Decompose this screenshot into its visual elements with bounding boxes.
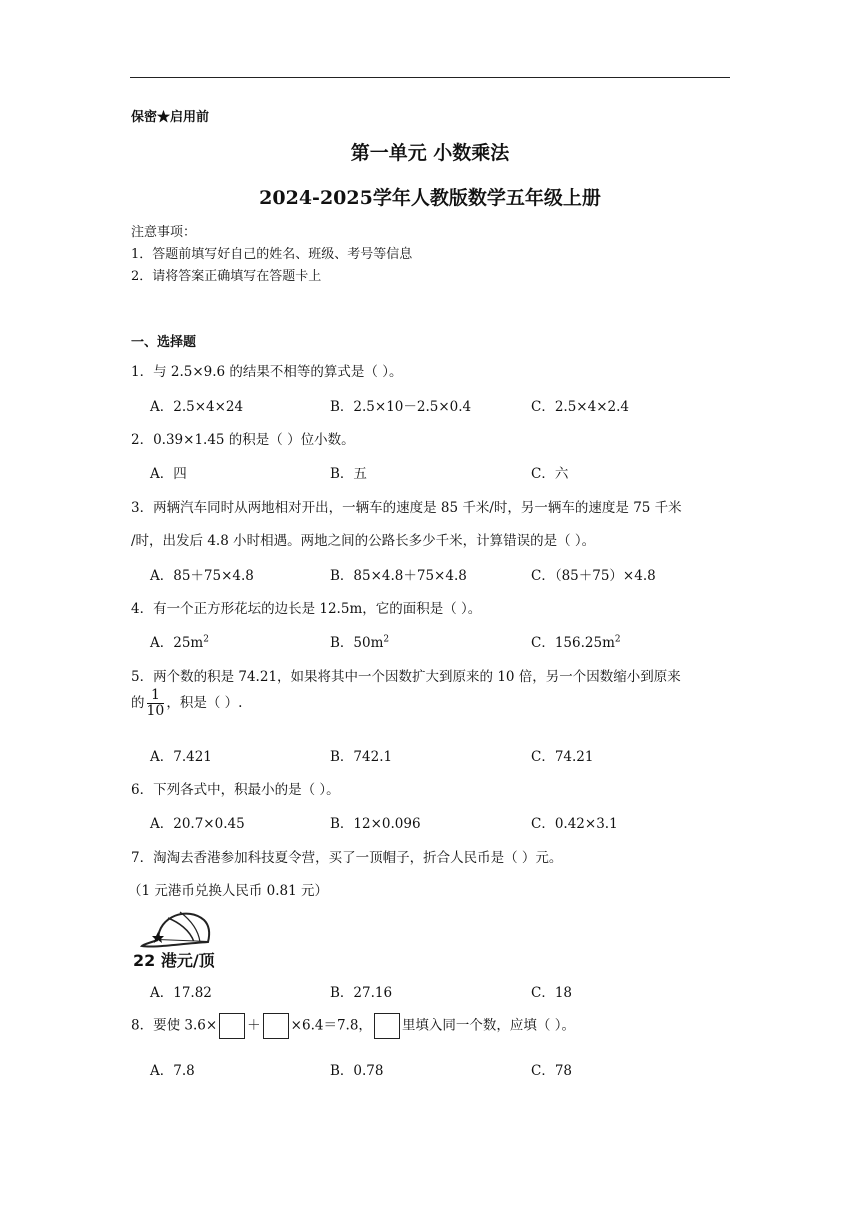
cap-price-label: 22 港元/顶 xyxy=(133,951,215,970)
header-rule xyxy=(130,77,730,78)
question-5-option-b: B．742.1 xyxy=(330,749,393,765)
question-5-option-a: A．7.421 xyxy=(150,749,212,765)
question-1-option-c: C．2.5×4×2.4 xyxy=(531,399,629,415)
option-text: A．25m xyxy=(150,635,204,651)
question-6-option-a: A．20.7×0.45 xyxy=(150,816,245,832)
question-7-option-c: C．18 xyxy=(531,985,573,1001)
question-3-stem-line1: 3．两辆汽车同时从两地相对开出，一辆车的速度是 85 千米/时，另一辆车的速度是 75 千米 xyxy=(131,500,682,516)
question-8-option-c: C．78 xyxy=(531,1063,573,1079)
question-4-option-c xyxy=(531,631,621,651)
question-3-option-c: C．（85＋75）×4.8 xyxy=(531,568,656,584)
question-7-stem: 7．淘淘去香港参加科技夏令营，买了一顶帽子，折合人民币是（ ）元。 xyxy=(131,850,563,866)
question-5-stem-line1: 5．两个数的积是 74.21，如果将其中一个因数扩大到原来的 10 倍，另一个因数缩小到原来 xyxy=(131,669,681,685)
confidential-label: 保密★启用前 xyxy=(131,110,210,125)
note-item: 2．请将答案正确填写在答题卡上 xyxy=(131,269,322,284)
question-7-option-b: B．27.16 xyxy=(330,985,393,1001)
question-4-stem: 4．有一个正方形花坛的边长是 12.5m，它的面积是（ ）。 xyxy=(131,601,482,617)
fraction xyxy=(147,688,165,719)
question-3-stem-line2: /时，出发后 4.8 小时相遇。两地之间的公路长多少千米，计算错误的是（ ）。 xyxy=(131,533,596,549)
question-7-option-a: A．17.82 xyxy=(150,985,212,1001)
superscript: 2 xyxy=(614,634,621,645)
question-3-option-b: B．85×4.8＋75×4.8 xyxy=(330,568,467,584)
superscript: 2 xyxy=(203,634,209,645)
fraction-denominator: 10 xyxy=(146,703,165,719)
notes-heading: 注意事项： xyxy=(131,225,197,240)
question-4-option-b xyxy=(330,631,389,651)
fraction-numerator: 1 xyxy=(147,688,165,704)
question-1-option-b: B．2.5×10－2.5×0.4 xyxy=(330,399,472,415)
stem-suffix: ，积是（ ）. xyxy=(166,695,243,711)
section-title: 一、选择题 xyxy=(131,335,197,350)
note-item: 1．答题前填写好自己的姓名、班级、考号等信息 xyxy=(131,247,413,262)
page-title: 第一单元 小数乘法 xyxy=(350,142,510,164)
stem-prefix: 的 xyxy=(131,695,145,711)
question-8-option-a: A．7.8 xyxy=(150,1063,195,1079)
stem-part: 里填入同一个数，应填（ ）。 xyxy=(401,1017,575,1034)
option-text: B．50m xyxy=(330,635,384,651)
question-6-stem: 6．下列各式中，积最小的是（ ）。 xyxy=(131,782,340,798)
question-5-stem-line2 xyxy=(131,688,242,719)
question-1-option-a: A．2.5×4×24 xyxy=(150,399,244,415)
stem-part: ×6.4＝7.8， xyxy=(290,1017,372,1034)
answer-box xyxy=(263,1013,289,1039)
question-3-option-a: A．85＋75×4.8 xyxy=(150,568,254,584)
question-2-option-a: A．四 xyxy=(150,466,187,482)
answer-box xyxy=(374,1013,400,1039)
question-2-option-c: C．六 xyxy=(531,466,569,482)
superscript: 2 xyxy=(383,634,390,645)
question-1-stem: 1．与 2.5×9.6 的结果不相等的算式是（ ）。 xyxy=(131,364,403,380)
page-subtitle: 2024-2025学年人教版数学五年级上册 xyxy=(259,187,601,209)
question-6-option-b: B．12×0.096 xyxy=(330,816,421,832)
question-6-option-c: C．0.42×3.1 xyxy=(531,816,618,832)
question-8-stem xyxy=(131,1013,575,1039)
stem-part: ＋ xyxy=(247,1017,261,1034)
question-5-option-c: C．74.21 xyxy=(531,749,594,765)
question-7-note: （1 元港币兑换人民币 0.81 元） xyxy=(128,883,329,899)
question-2-option-b: B．五 xyxy=(330,466,367,482)
stem-part: 8．要使 3.6× xyxy=(131,1017,218,1034)
answer-box xyxy=(219,1013,245,1039)
option-text: C．156.25m xyxy=(531,635,615,651)
question-4-option-a xyxy=(150,631,209,651)
question-8-option-b: B．0.78 xyxy=(330,1063,384,1079)
question-2-stem: 2．0.39×1.45 的积是（ ）位小数。 xyxy=(131,432,355,448)
